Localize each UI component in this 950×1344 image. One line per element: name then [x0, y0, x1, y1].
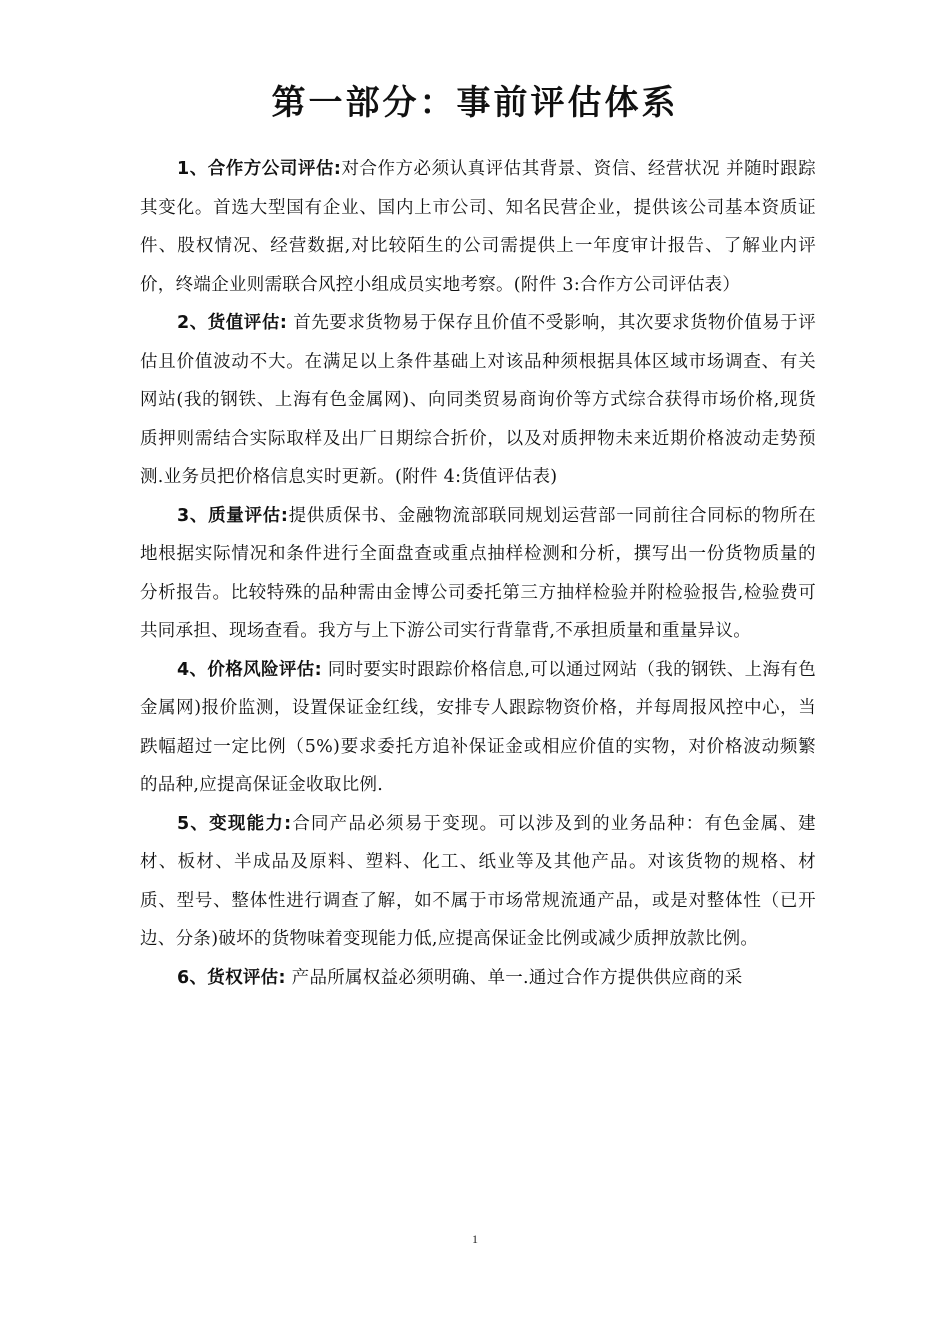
paragraph-heading: 2、货值评估: — [177, 313, 288, 333]
paragraph-text: 首先要求货物易于保存且价值不受影响，其次要求货物价值易于评估且价值波动不大。在满足以上条件基础上对该品种须根据具体区域市场调查、有关网站(我的钢铁、上海有色金属网)、向同类贸易商询价等方式综合获得市场价格,现货质押则需结合实际取样及出厂日期综合折价，以及对质押物未来近期价格波动走势预测.业务员把价格信息实时更新。(附件 4:货值评估表) — [140, 313, 817, 487]
paragraph-liquidity — [140, 805, 816, 959]
page-number: 1 — [472, 1232, 478, 1246]
paragraph-text: 提供质保书、金融物流部联同规划运营部一同前往合同标的物所在地根据实际情况和条件进行全面盘查或重点抽样检测和分析，撰写出一份货物质量的分析报告。比较特殊的品种需由金博公司委托第三方抽样检验并附检验报告,检验费可共同承担、现场查看。我方与上下游公司实行背靠背,不承担质量和重量异议。 — [140, 505, 816, 641]
page-title: 第一部分：事前评估体系 — [271, 83, 679, 123]
paragraph-heading: 4、价格风险评估: — [177, 659, 322, 680]
paragraph-text: 产品所属权益必须明确、单一.通过合作方提供供应商的采 — [285, 967, 743, 988]
paragraph-partner-company-evaluation — [140, 150, 816, 304]
paragraph-quality-evaluation — [140, 497, 816, 651]
paragraph-heading: 5、变现能力: — [177, 813, 292, 834]
paragraph-goods-value-evaluation — [140, 304, 816, 497]
paragraph-text: 对合作方必须认真评估其背景、资信、经营状况 并随时跟踪其变化。首选大型国有企业、国内上市公司、知名民营企业，提供该公司基本资质证件、股权情况、经营数据,对比较陌生的公司需提供上一年度审计报告、了解业内评价，终端企业则需联合风控小组成员实地考察。(附件 3:合作方公司评估表） — [140, 159, 816, 295]
paragraph-ownership-evaluation — [140, 959, 816, 998]
paragraph-heading: 1、合作方公司评估: — [177, 159, 342, 179]
document-body — [140, 150, 816, 997]
paragraph-text: 合同产品必须易于变现。可以涉及到的业务品种：有色金属、建材、板材、半成品及原料、塑料、化工、纸业等及其他产品。对该货物的规格、材质、型号、整体性进行调查了解，如不属于市场常规流通产品，或是对整体性（已开边、分条)破坏的货物味着变现能力低,应提高保证金比例或减少质押放款比例。 — [140, 813, 816, 949]
paragraph-heading: 6、货权评估: — [177, 967, 286, 988]
paragraph-price-risk-evaluation — [140, 651, 816, 805]
paragraph-heading: 3、质量评估: — [177, 505, 289, 526]
paragraph-text: 同时要实时跟踪价格信息,可以通过网站（我的钢铁、上海有色金属网)报价监测，设置保证金红线，安排专人跟踪物资价格，并每周报风控中心，当跌幅超过一定比例（5%)要求委托方追补保证金或相应价值的实物，对价格波动频繁的品种,应提高保证金收取比例. — [140, 659, 817, 795]
